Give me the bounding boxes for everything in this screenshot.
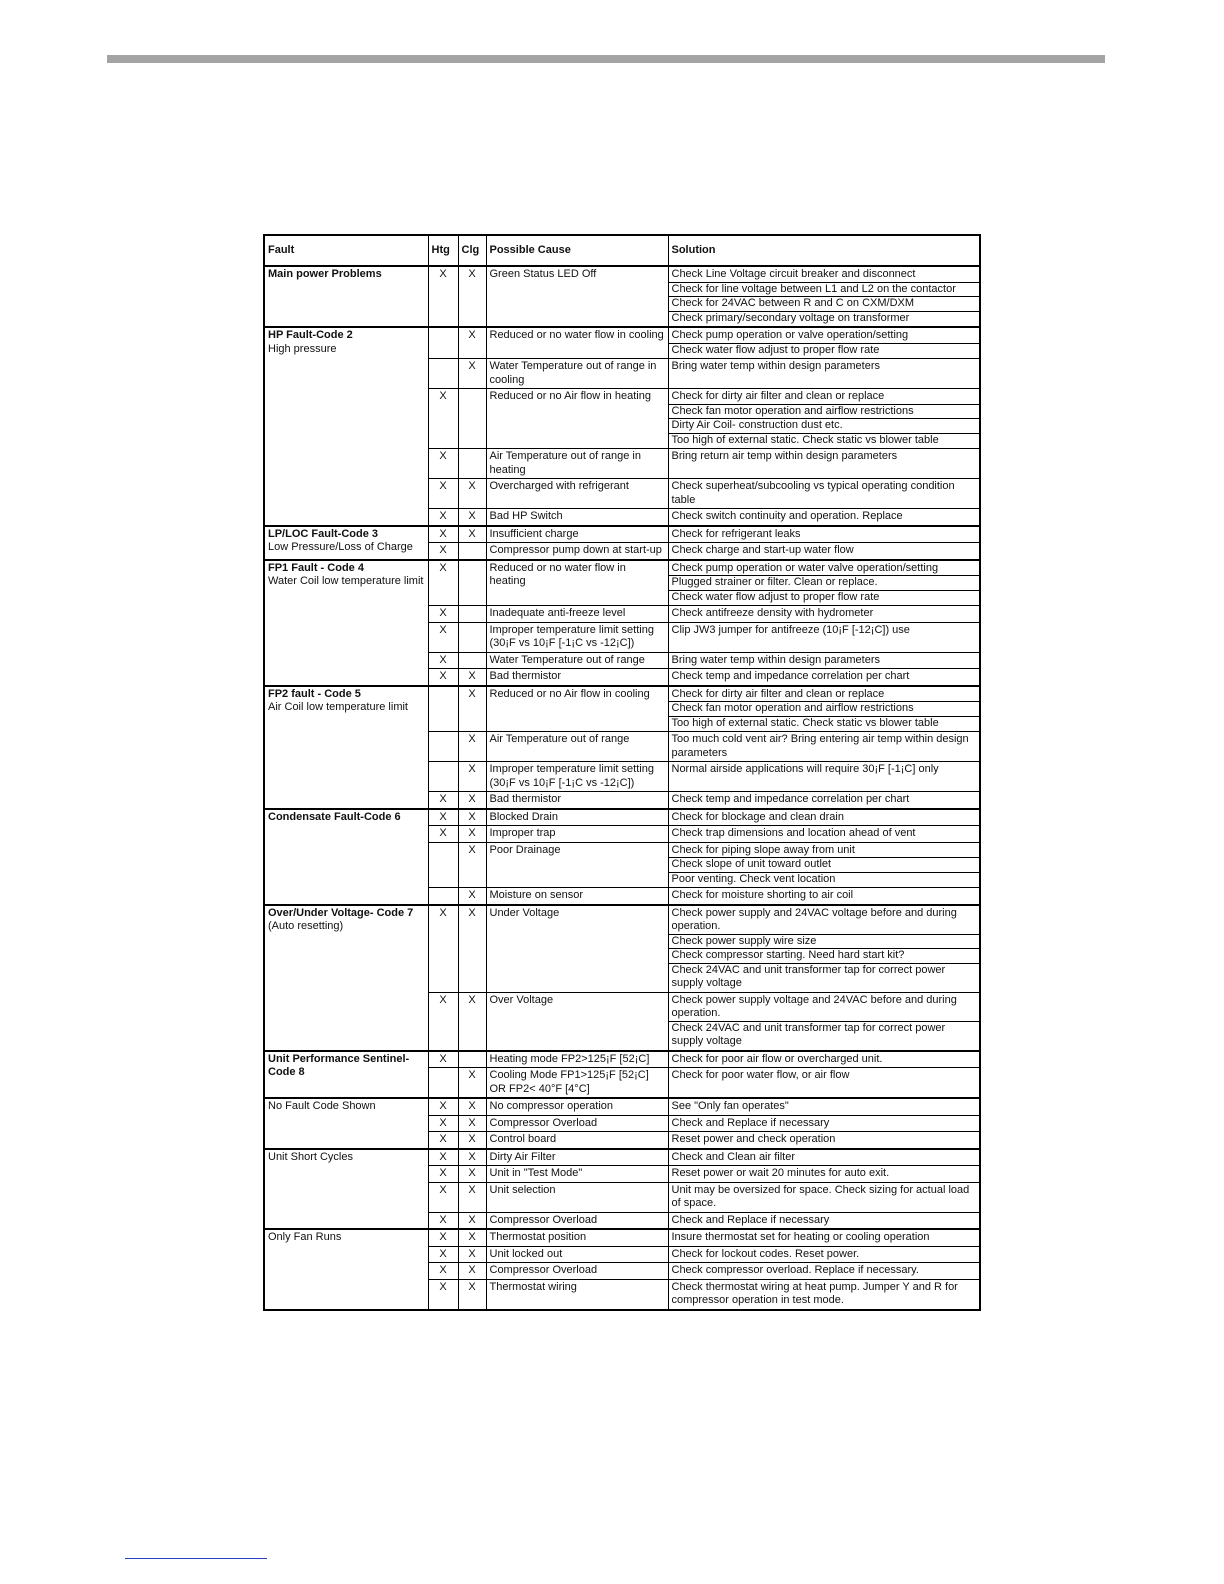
possible-cause: Under Voltage: [486, 905, 668, 993]
solution-cell: [668, 526, 980, 543]
solution-line: Check compressor overload. Replace if necessary.: [671, 1264, 919, 1276]
solution-line: Check pump operation or water valve operation/setting: [669, 562, 980, 577]
possible-cause: Water Temperature out of range in cooling: [486, 359, 668, 389]
solution-line: Check primary/secondary voltage on transformer: [671, 311, 910, 324]
clg-mark: [458, 543, 486, 560]
fault-title: Unit Performance Sentinel-Code 8: [268, 1052, 410, 1078]
solution-cell: [668, 809, 980, 826]
solution-cell: [668, 669, 980, 686]
possible-cause: Reduced or no water flow in cooling: [486, 327, 668, 359]
possible-cause: No compressor operation: [486, 1098, 668, 1115]
solution-line: Check for 24VAC between R and C on CXM/DXM: [669, 297, 980, 312]
solution-cell: [668, 686, 980, 732]
solution-cell: [668, 1212, 980, 1229]
solution-cell: [668, 826, 980, 843]
solution-cell: [668, 842, 980, 888]
fault-subtitle: High pressure: [268, 342, 337, 355]
table-row: [264, 1149, 980, 1166]
possible-cause: Improper temperature limit setting (30¡F vs 10¡F [-1¡C vs -12¡C]): [486, 762, 668, 792]
fault-subtitle: Unit Short Cycles: [268, 1150, 353, 1163]
solution-cell: [668, 359, 980, 389]
solution-cell: [668, 509, 980, 526]
clg-mark: X: [458, 826, 486, 843]
fault-title: FP2 fault - Code 5: [268, 687, 361, 700]
solution-cell: [668, 1263, 980, 1280]
table-row: [264, 809, 980, 826]
fault-cell: [264, 1098, 428, 1149]
clg-mark: [458, 389, 486, 449]
solution-line: Check trap dimensions and location ahead of vent: [671, 827, 916, 839]
possible-cause: Moisture on sensor: [486, 888, 668, 905]
clg-mark: X: [458, 1182, 486, 1212]
solution-line: Check and Replace if necessary: [671, 1116, 830, 1129]
possible-cause: Thermostat wiring: [486, 1279, 668, 1310]
clg-mark: X: [458, 888, 486, 905]
solution-cell: [668, 652, 980, 669]
solution-line: Check 24VAC and unit transformer tap for correct power supply voltage: [671, 963, 946, 989]
possible-cause: Water Temperature out of range: [486, 652, 668, 669]
solution-cell: [668, 992, 980, 1051]
solution-line: Check for dirty air filter and clean or replace: [669, 688, 980, 703]
htg-mark: X: [428, 1212, 458, 1229]
solution-line: Check for blockage and clean drain: [671, 810, 844, 823]
solution-line: Check and Clean air filter: [671, 1150, 796, 1163]
solution-line: Reset power and check operation: [671, 1133, 836, 1145]
clg-mark: X: [458, 669, 486, 686]
fault-cell: [264, 905, 428, 1051]
fault-title: FP1 Fault - Code 4: [268, 561, 364, 574]
fault-subtitle: Low Pressure/Loss of Charge: [268, 541, 413, 553]
solution-line: Check for moisture shorting to air coil: [671, 889, 854, 901]
possible-cause: Compressor pump down at start-up: [486, 543, 668, 560]
solution-line: Reset power or wait 20 minutes for auto exit.: [671, 1167, 890, 1179]
htg-mark: X: [428, 509, 458, 526]
fault-title: HP Fault-Code 2: [268, 329, 353, 341]
htg-mark: X: [428, 543, 458, 560]
table-row: [264, 560, 980, 606]
solution-line: Plugged strainer or filter. Clean or replace.: [669, 576, 980, 591]
clg-mark: X: [458, 762, 486, 792]
htg-mark: [428, 686, 458, 732]
possible-cause: Thermostat position: [486, 1229, 668, 1246]
htg-mark: [428, 732, 458, 762]
fault-cell: [264, 560, 428, 686]
htg-mark: X: [428, 1051, 458, 1068]
htg-mark: X: [428, 809, 458, 826]
solution-line: Check slope of unit toward outlet: [669, 858, 980, 873]
fault-title: LP/LOC Fault-Code 3: [268, 527, 378, 540]
solution-line: Too high of external static. Check static vs blower table: [671, 433, 939, 446]
fault-cell: [264, 1149, 428, 1230]
fault-title: Condensate Fault-Code 6: [268, 810, 401, 823]
solution-line: Check switch continuity and operation. Replace: [671, 510, 903, 522]
solution-line: Unit may be oversized for space. Check sizing for actual load of space.: [671, 1183, 970, 1209]
possible-cause: Unit in "Test Mode": [486, 1166, 668, 1183]
solution-cell: [668, 1132, 980, 1149]
clg-mark: [458, 560, 486, 606]
solution-line: Poor venting. Check vent location: [671, 872, 836, 885]
solution-line: Check compressor starting. Need hard start kit?: [669, 949, 980, 964]
header-rule: [107, 55, 1105, 63]
solution-line: Check fan motor operation and airflow restrictions: [669, 405, 980, 420]
solution-line: Check thermostat wiring at heat pump. Jumper Y and R for compressor operation in test mode.: [671, 1280, 958, 1306]
fault-cell: [264, 526, 428, 560]
htg-mark: X: [428, 1098, 458, 1115]
possible-cause: Reduced or no Air flow in cooling: [486, 686, 668, 732]
possible-cause: Compressor Overload: [486, 1263, 668, 1280]
solution-line: Clip JW3 jumper for antifreeze (10¡F [-12¡C]) use: [671, 623, 910, 636]
table-row: [264, 1051, 980, 1068]
htg-mark: X: [428, 1263, 458, 1280]
solution-line: Check power supply wire size: [669, 935, 980, 950]
clg-mark: X: [458, 526, 486, 543]
troubleshooting-table: [263, 234, 981, 1311]
clg-mark: X: [458, 1149, 486, 1166]
solution-cell: [668, 622, 980, 652]
fault-cell: [264, 809, 428, 905]
solution-cell: [668, 1149, 980, 1166]
htg-mark: X: [428, 266, 458, 327]
possible-cause: Heating mode FP2>125¡F [52¡C]: [486, 1051, 668, 1068]
possible-cause: Poor Drainage: [486, 842, 668, 888]
header-fault: Fault: [264, 235, 428, 266]
possible-cause: Reduced or no Air flow in heating: [486, 389, 668, 449]
clg-mark: [458, 652, 486, 669]
clg-mark: X: [458, 732, 486, 762]
solution-cell: [668, 606, 980, 623]
htg-mark: [428, 888, 458, 905]
htg-mark: X: [428, 652, 458, 669]
possible-cause: Overcharged with refrigerant: [486, 479, 668, 509]
clg-mark: X: [458, 479, 486, 509]
footer-link-rule: [125, 1558, 267, 1559]
clg-mark: X: [458, 327, 486, 359]
possible-cause: Air Temperature out of range: [486, 732, 668, 762]
solution-line: Dirty Air Coil- construction dust etc.: [669, 419, 980, 434]
solution-cell: [668, 1098, 980, 1115]
htg-mark: X: [428, 622, 458, 652]
table-body: [264, 266, 980, 1310]
fault-cell: [264, 327, 428, 526]
solution-line: Check for poor water flow, or air flow: [671, 1069, 850, 1081]
possible-cause: Control board: [486, 1132, 668, 1149]
table-row: [264, 1098, 980, 1115]
clg-mark: X: [458, 1115, 486, 1132]
table-header-row: [264, 235, 980, 266]
possible-cause: Insufficient charge: [486, 526, 668, 543]
clg-mark: [458, 449, 486, 479]
clg-mark: [458, 606, 486, 623]
solution-line: See "Only fan operates": [671, 1100, 789, 1112]
htg-mark: [428, 842, 458, 888]
htg-mark: X: [428, 1279, 458, 1310]
possible-cause: Green Status LED Off: [486, 266, 668, 327]
solution-line: Check for line voltage between L1 and L2 on the contactor: [669, 283, 980, 298]
clg-mark: X: [458, 359, 486, 389]
htg-mark: X: [428, 1229, 458, 1246]
clg-mark: X: [458, 1279, 486, 1310]
solution-line: Check Line Voltage circuit breaker and disconnect: [669, 268, 980, 283]
htg-mark: [428, 359, 458, 389]
table-row: [264, 1229, 980, 1246]
table-row: [264, 327, 980, 359]
solution-line: Check for poor air flow or overcharged unit.: [671, 1052, 883, 1065]
htg-mark: [428, 762, 458, 792]
solution-line: Bring water temp within design parameters: [671, 653, 880, 666]
fault-subtitle: Air Coil low temperature limit: [268, 701, 408, 713]
header-possible-cause: Possible Cause: [486, 235, 668, 266]
solution-cell: [668, 732, 980, 762]
solution-line: Check water flow adjust to proper flow rate: [671, 343, 880, 356]
table-row: [264, 905, 980, 993]
htg-mark: X: [428, 1182, 458, 1212]
solution-cell: [668, 266, 980, 327]
solution-cell: [668, 1166, 980, 1183]
clg-mark: X: [458, 1246, 486, 1263]
header-clg: Clg: [458, 235, 486, 266]
htg-mark: X: [428, 1246, 458, 1263]
clg-mark: [458, 622, 486, 652]
clg-mark: X: [458, 1132, 486, 1149]
fault-subtitle: Only Fan Runs: [268, 1231, 342, 1243]
solution-cell: [668, 1068, 980, 1099]
possible-cause: Bad thermistor: [486, 669, 668, 686]
solution-cell: [668, 327, 980, 359]
fault-subtitle: Water Coil low temperature limit: [268, 575, 424, 587]
header-solution: Solution: [668, 235, 980, 266]
solution-line: Check and Replace if necessary: [671, 1213, 830, 1226]
possible-cause: Reduced or no water flow in heating: [486, 560, 668, 606]
htg-mark: [428, 1068, 458, 1099]
solution-line: Check power supply and 24VAC voltage before and during operation.: [669, 907, 980, 935]
table-row: [264, 686, 980, 732]
possible-cause: Inadequate anti-freeze level: [486, 606, 668, 623]
clg-mark: X: [458, 1166, 486, 1183]
solution-cell: [668, 1279, 980, 1310]
solution-cell: [668, 1051, 980, 1068]
htg-mark: X: [428, 479, 458, 509]
solution-line: Check for refrigerant leaks: [671, 527, 801, 540]
solution-line: Check for piping slope away from unit: [669, 844, 980, 859]
htg-mark: [428, 327, 458, 359]
htg-mark: X: [428, 1149, 458, 1166]
fault-cell: [264, 1229, 428, 1310]
solution-cell: [668, 543, 980, 560]
fault-cell: [264, 686, 428, 809]
clg-mark: X: [458, 1212, 486, 1229]
possible-cause: Air Temperature out of range in heating: [486, 449, 668, 479]
clg-mark: X: [458, 792, 486, 809]
solution-line: Check for dirty air filter and clean or replace: [669, 390, 980, 405]
solution-line: Check water flow adjust to proper flow rate: [671, 590, 880, 603]
possible-cause: Improper temperature limit setting (30¡F vs 10¡F [-1¡C vs -12¡C]): [486, 622, 668, 652]
possible-cause: Compressor Overload: [486, 1212, 668, 1229]
solution-line: Insure thermostat set for heating or cooling operation: [671, 1231, 930, 1243]
solution-line: Check antifreeze density with hydrometer: [671, 607, 874, 619]
fault-subtitle: No Fault Code Shown: [268, 1100, 376, 1112]
htg-mark: X: [428, 449, 458, 479]
table-row: [264, 266, 980, 327]
solution-cell: [668, 1246, 980, 1263]
possible-cause: Bad HP Switch: [486, 509, 668, 526]
solution-line: Check 24VAC and unit transformer tap for correct power supply voltage: [671, 1021, 946, 1047]
solution-line: Check power supply voltage and 24VAC before and during operation.: [669, 994, 980, 1022]
solution-line: Check superheat/subcooling vs typical operating condition table: [671, 480, 955, 506]
solution-cell: [668, 762, 980, 792]
htg-mark: X: [428, 992, 458, 1051]
htg-mark: X: [428, 826, 458, 843]
fault-cell: [264, 1051, 428, 1099]
clg-mark: X: [458, 905, 486, 993]
possible-cause: Unit locked out: [486, 1246, 668, 1263]
possible-cause: Blocked Drain: [486, 809, 668, 826]
clg-mark: X: [458, 1263, 486, 1280]
solution-cell: [668, 1115, 980, 1132]
fault-cell: [264, 266, 428, 327]
htg-mark: X: [428, 606, 458, 623]
possible-cause: Bad thermistor: [486, 792, 668, 809]
htg-mark: X: [428, 526, 458, 543]
solution-cell: [668, 449, 980, 479]
solution-line: Bring water temp within design parameters: [671, 360, 880, 372]
fault-subtitle: (Auto resetting): [268, 920, 344, 932]
possible-cause: Cooling Mode FP1>125¡F [52¡C] OR FP2< 40°F [4°C]: [486, 1068, 668, 1099]
fault-title: Main power Problems: [268, 268, 382, 280]
clg-mark: X: [458, 686, 486, 732]
clg-mark: X: [458, 1229, 486, 1246]
possible-cause: Improper trap: [486, 826, 668, 843]
solution-line: Check for lockout codes. Reset power.: [671, 1247, 860, 1260]
possible-cause: Compressor Overload: [486, 1115, 668, 1132]
clg-mark: X: [458, 842, 486, 888]
htg-mark: X: [428, 1166, 458, 1183]
possible-cause: Dirty Air Filter: [486, 1149, 668, 1166]
solution-line: Check fan motor operation and airflow restrictions: [669, 702, 980, 717]
solution-line: Check charge and start-up water flow: [671, 544, 854, 556]
solution-cell: [668, 389, 980, 449]
solution-cell: [668, 479, 980, 509]
clg-mark: [458, 1051, 486, 1068]
htg-mark: X: [428, 1115, 458, 1132]
clg-mark: X: [458, 509, 486, 526]
solution-cell: [668, 560, 980, 606]
htg-mark: X: [428, 669, 458, 686]
solution-cell: [668, 792, 980, 809]
htg-mark: X: [428, 560, 458, 606]
clg-mark: X: [458, 992, 486, 1051]
header-htg: Htg: [428, 235, 458, 266]
possible-cause: Unit selection: [486, 1182, 668, 1212]
solution-line: Normal airside applications will require 30¡F [-1¡C] only: [671, 763, 939, 775]
solution-line: Too high of external static. Check static vs blower table: [671, 716, 939, 729]
htg-mark: X: [428, 792, 458, 809]
table-row: [264, 526, 980, 543]
solution-cell: [668, 888, 980, 905]
clg-mark: X: [458, 1098, 486, 1115]
solution-line: Check temp and impedance correlation per chart: [671, 793, 910, 805]
solution-line: Too much cold vent air? Bring entering air temp within design parameters: [671, 733, 969, 759]
clg-mark: X: [458, 266, 486, 327]
clg-mark: X: [458, 1068, 486, 1099]
fault-title: Over/Under Voltage- Code 7: [268, 906, 414, 919]
solution-line: Check temp and impedance correlation per chart: [671, 670, 910, 682]
solution-line: Check pump operation or valve operation/setting: [669, 329, 980, 344]
solution-cell: [668, 1182, 980, 1212]
htg-mark: X: [428, 1132, 458, 1149]
htg-mark: X: [428, 905, 458, 993]
solution-line: Bring return air temp within design parameters: [671, 450, 898, 462]
clg-mark: X: [458, 809, 486, 826]
solution-cell: [668, 905, 980, 993]
possible-cause: Over Voltage: [486, 992, 668, 1051]
solution-cell: [668, 1229, 980, 1246]
htg-mark: X: [428, 389, 458, 449]
